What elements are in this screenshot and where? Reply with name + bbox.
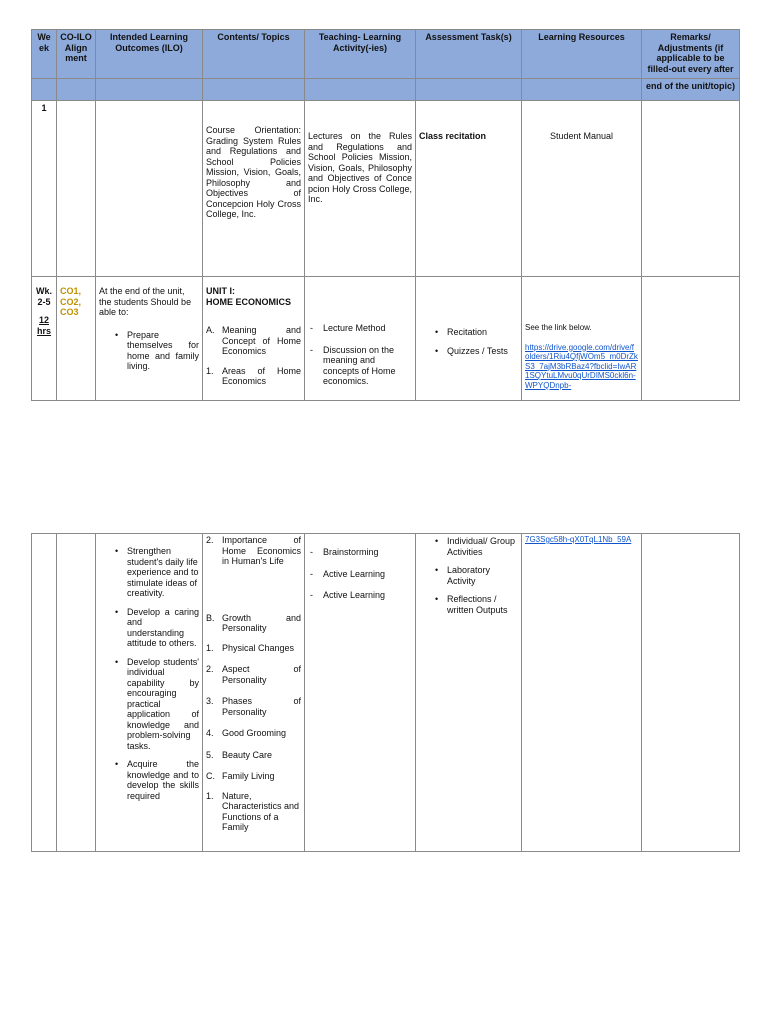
list-marker: 1.	[206, 365, 214, 376]
list-item: • Individual/ Group Activities	[431, 536, 518, 557]
assessment-list	[419, 536, 518, 615]
assessment-cell	[416, 277, 522, 401]
ilo-list	[99, 546, 199, 801]
list-marker: 2.	[206, 535, 214, 545]
list-item: • Laboratory Activity	[431, 565, 518, 586]
resource-link[interactable]: https://drive.google.com/drive/folders/1Riu4QfjWOm5_m0DrZkS3_7ajM3bRBaz4?fbclid=IwAR1SQYtuLMvu0qUrDIMS0ckl6n-WPYQDnpb-	[525, 342, 638, 390]
list-item: - Discussion on the meaning and concepts of Home economics.	[308, 345, 412, 387]
list-marker: 5.	[206, 749, 214, 760]
topic-text: Meaning and Concept of Home Economics	[222, 325, 301, 356]
remarks-cell	[642, 101, 740, 277]
resources-cell	[522, 534, 642, 852]
header-tla: Teaching- Learning Activity(-ies)	[305, 30, 416, 79]
list-item	[206, 325, 301, 357]
syllabus-table-page-2	[31, 533, 740, 852]
blank-cell	[416, 79, 522, 101]
week-cell	[32, 277, 57, 401]
list-item	[206, 613, 301, 634]
unit-title: UNIT I:	[206, 286, 235, 296]
list-item: • Reflections / written Outputs	[431, 594, 518, 615]
assessment-list	[419, 327, 518, 356]
topic-text: Growth and Personality	[222, 612, 301, 633]
contents-cell	[203, 277, 305, 401]
list-item	[206, 791, 301, 833]
table-row-week-2-5	[32, 277, 740, 401]
week-cell	[32, 534, 57, 852]
tla-list	[308, 323, 412, 387]
blank-cell	[203, 79, 305, 101]
tla-cell: Lectures on the Rules and Regulations and School Policies Mission, Vision, Goals, Philosophy and Objectives of Conce pcion Holy Cross College, Inc.	[305, 101, 416, 277]
list-item: • Recitation	[431, 327, 518, 338]
table-row-continued	[32, 534, 740, 852]
header-contents: Contents/ Topics	[203, 30, 305, 79]
list-item: • Prepare themselves for home and family living.	[111, 330, 199, 372]
tla-cell	[305, 277, 416, 401]
list-item: • Strengthen student's daily life experience and to stimulate ideas of creativity.	[111, 546, 199, 599]
list-marker: 2.	[206, 664, 214, 674]
list-item	[206, 366, 301, 387]
header-sub-row	[32, 79, 740, 101]
list-item	[206, 535, 301, 567]
topic-text: Beauty Care	[222, 749, 273, 760]
week-range: Wk. 2-5	[35, 286, 52, 307]
header-row	[32, 30, 740, 79]
table-row-week-1	[32, 101, 740, 277]
list-item: - Lecture Method	[308, 323, 412, 334]
ilo-cell	[96, 101, 203, 277]
topic-text: Nature, Characteristics and Functions of a Family	[222, 790, 300, 832]
ilo-cell	[96, 534, 203, 852]
topic-text: Phases of Personality	[222, 696, 301, 717]
syllabus-table-page-1	[31, 29, 740, 401]
assessment-cell: Class recitation	[416, 101, 522, 277]
list-item: • Develop students' individual capability by encouraging practical application of knowledge and problem-solving tasks.	[111, 657, 199, 752]
tla-cell	[305, 534, 416, 852]
list-item: - Active Learning	[308, 590, 412, 601]
topic-text: Good Grooming	[222, 728, 287, 738]
unit-name: HOME ECONOMICS	[206, 296, 292, 307]
header-remarks-continued: end of the unit/topic)	[642, 79, 740, 101]
list-marker: B.	[206, 612, 215, 623]
list-item	[206, 728, 301, 739]
topic-list	[206, 535, 301, 833]
list-item: - Brainstorming	[308, 547, 412, 558]
resources-cell: Student Manual	[522, 101, 642, 277]
blank-cell	[32, 79, 57, 101]
topic-text: Aspect of Personality	[222, 664, 301, 685]
blank-cell	[96, 79, 203, 101]
co-alignment: CO1, CO2, CO3	[57, 277, 96, 401]
assessment-cell	[416, 534, 522, 852]
week-hours: 12 hrs	[36, 315, 51, 336]
list-marker: C.	[206, 771, 215, 781]
list-item: - Active Learning	[308, 569, 412, 580]
co-cell	[57, 534, 96, 852]
co-cell	[57, 101, 96, 277]
topic-text: Family Living	[222, 771, 275, 781]
list-item: • Develop a caring and understanding attitude to others.	[111, 607, 199, 649]
blank-cell	[522, 79, 642, 101]
list-item	[206, 643, 301, 654]
ilo-intro: At the end of the unit, the students Should be able to:	[99, 286, 192, 317]
tla-list	[308, 547, 412, 601]
topic-text: Importance of Home Economics in Human's Life	[222, 535, 301, 566]
topic-text: Physical Changes	[222, 642, 295, 653]
header-co-ilo: CO-ILO Align ment	[57, 30, 96, 79]
header-ilo: Intended Learning Outcomes (ILO)	[96, 30, 203, 79]
blank-cell	[305, 79, 416, 101]
list-item: • Acquire the knowledge and to develop the skills required	[111, 759, 199, 801]
week-cell: 1	[32, 101, 57, 277]
list-marker: 1.	[206, 790, 214, 801]
ilo-cell	[96, 277, 203, 401]
topic-list	[206, 325, 301, 387]
header-assessment: Assessment Task(s)	[416, 30, 522, 79]
remarks-cell	[642, 277, 740, 401]
header-resources: Learning Resources	[522, 30, 642, 79]
resource-link[interactable]: 7G3Sgc58h-qX0TqL1Nb_59A	[525, 535, 632, 544]
header-week: We ek	[32, 30, 57, 79]
list-item: • Quizzes / Tests	[431, 346, 518, 357]
list-marker: 3.	[206, 696, 214, 706]
remarks-cell	[642, 534, 740, 852]
resource-note: See the link below.	[525, 323, 592, 332]
list-marker: A.	[206, 325, 215, 335]
blank-cell	[57, 79, 96, 101]
list-item	[206, 750, 301, 761]
contents-cell	[203, 534, 305, 852]
list-marker: 1.	[206, 642, 214, 653]
ilo-list	[99, 330, 199, 372]
topic-text: Areas of Home Economics	[222, 365, 301, 386]
contents-cell: Course Orientation: Grading System Rules and Regulations and School Policies Mission, Vision, Goals, Philosophy and Objectives of Concepcion Holy Cross College, Inc.	[203, 101, 305, 277]
list-item	[206, 696, 301, 717]
list-marker: 4.	[206, 728, 214, 738]
resources-cell	[522, 277, 642, 401]
list-item	[206, 771, 301, 782]
header-remarks: Remarks/ Adjustments (if applicable to be filled-out every after	[642, 30, 740, 79]
list-item	[206, 664, 301, 685]
